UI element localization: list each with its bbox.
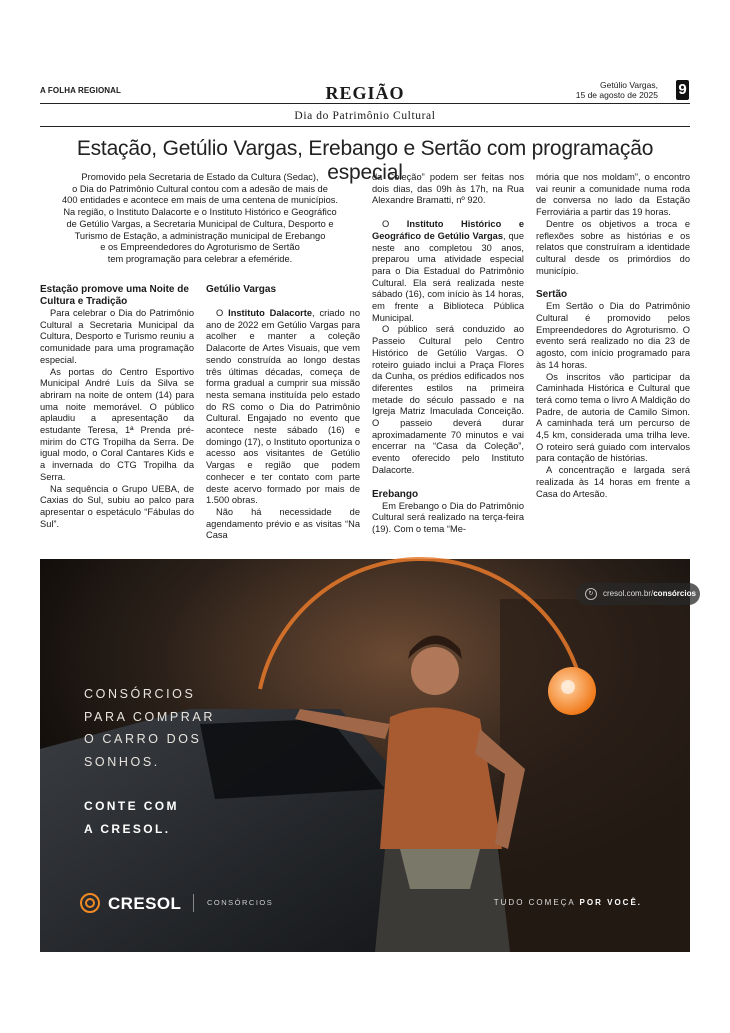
cresol-logo: CRESOL xyxy=(80,893,181,914)
paragraph: Dentre os objetivos a troca e reflexões sobre as histórias e os relatos que construíram a identidade cultural desde os primórdios do município. xyxy=(536,218,690,276)
intro-line: o Dia do Patrimônio Cultural contou com a adesão de mais de xyxy=(72,183,328,194)
instituto-historico-name: Instituto Histórico e Geográfico de Getúlio Vargas xyxy=(372,219,524,241)
getulio-vargas-heading: Getúlio Vargas xyxy=(206,284,277,295)
paragraph: Na sequência o Grupo UEBA, de Caxias do Sul, subiu ao palco para apresentar o espetáculo “Fábulas do Sul”. xyxy=(40,483,194,529)
column-four xyxy=(536,172,690,500)
header-city: Getúlio Vargas, xyxy=(600,80,658,90)
paragraph: O Instituto Histórico e Geográfico de Getúlio Vargas, que neste ano completou 30 anos, preparou uma atividade especial para o Dia Estadual do Patrimônio Cultural. Ela será realizada neste sábado (16), com início às 14 horas, em frente a Biblioteca Pública Municipal. xyxy=(372,219,524,323)
intro-line: Turismo de Estação, a administração municipal de Erebango xyxy=(74,230,326,241)
sertao-heading: Sertão xyxy=(536,289,568,301)
intro-line: 400 entidades e acontece em mais de uma centena de municípios. xyxy=(62,195,338,206)
intro-line: e os Empreendedores do Agroturismo de Sertão xyxy=(100,242,300,253)
article-headline: Estação, Getúlio Vargas, Erebango e Sertão com programação especial xyxy=(76,137,654,184)
paragraph: mória que nos moldam”, o encontro vai reunir a comunidade numa roda de conversa no lado da Estação Ferroviária a partir das 19 horas. xyxy=(536,172,690,218)
intro-line: tem programação para celebrar a efeméride. xyxy=(107,253,293,264)
intro-line: Promovido pela Secretaria de Estado da Cultura (Sedac), xyxy=(81,172,319,182)
paragraph: A concentração e largada será realizada às 14 horas em frente a Casa do Artesão. xyxy=(536,465,690,499)
link-icon: ↻ xyxy=(585,588,597,600)
header-date: 15 de agosto de 2025 xyxy=(575,90,658,100)
article-intro xyxy=(45,172,355,266)
cresol-advertisement[interactable] xyxy=(40,559,696,952)
logo-divider xyxy=(193,894,194,912)
column-estacao xyxy=(40,284,194,530)
paragraph: O público será conduzido ao Passeio Cultural pelo Centro Histórico de Getúlio Vargas. O roteiro guiado inclui a Praça Flores da Cunha, os prédios edificados nos diferentes estilos na primeira metade do século passado e na Igreja Matriz Imaculada Conceição. O passeio deverá durar aproximadamente 70 minutos e vai encerrar na “Casa da Coleção”, evento oferecido pelo Instituto Dalacorte. xyxy=(372,324,524,475)
intro-line: de Getúlio Vargas, a Secretaria Municipal de Cultura, Desporto e xyxy=(66,218,334,229)
paragraph: As portas do Centro Esportivo Municipal André Luís da Silva se abriram na noite de ontem (14) para uma noite memorável. O público aplaudiu a apresentação da estudante Teresa, 1ª Prenda pré-mirim do CTG Tropilha da Serra. De igual modo, o Coral Cantares Kids e a invernada do CTG Tropilha da Serra. xyxy=(40,366,194,482)
subtitle-rule xyxy=(40,126,690,127)
ad-url-pill[interactable]: ↻ cresol.com.br/consórcios xyxy=(576,583,700,605)
column-getulio-vargas xyxy=(206,284,360,542)
paragraph: Em Erebango o Dia do Patrimônio Cultural será realizado na terça-feira (19). Com o tema “Me- xyxy=(372,500,524,534)
newspaper-name: A FOLHA REGIONAL xyxy=(40,86,122,95)
header-rule xyxy=(40,103,690,104)
header-dateline xyxy=(576,80,658,100)
ad-slogan: TUDO COMEÇA POR VOCÊ. xyxy=(493,898,642,907)
paragraph: Não há necessidade de agendamento prévio e as visitas “Na Casa xyxy=(206,506,360,541)
cresol-logo-icon xyxy=(80,893,100,913)
estacao-heading: Estação promove uma Noite de Cultura e Tradição xyxy=(40,284,189,307)
paragraph: O Instituto Dalacorte, criado no ano de 2022 em Getúlio Vargas para acolher e manter a coleção Dalacorte de Artes Visuais, que vem sendo construída ao longo destas três últimas décadas, começa de forma gradual a cumprir sua missão nesta semana instituída pelo estado do RS como o Dia do Patrimônio Cultural. Engajado no evento que acontece neste sábado (16) e domingo (17), o Instituto oportuniza o acesso aos visitantes de Getúlio Vargas e região que podem conhecer e ter contato com parte deste acervo formado por mais de 1.500 obras. xyxy=(206,308,361,506)
section-title: REGIÃO xyxy=(325,83,405,103)
ad-call-to-action: CONTE COM A CRESOL. xyxy=(84,799,179,836)
column-three xyxy=(372,172,524,536)
intro-line: Na região, o Instituto Dalacorte e o Instituto Histórico e Geográfico xyxy=(63,207,337,218)
ad-product-label: CONSÓRCIOS xyxy=(207,898,274,907)
instituto-dalacorte-name: Instituto Dalacorte xyxy=(228,308,313,318)
paragraph: Os inscritos vão participar da Caminhada Histórica e Cultural que terá como tema o livro A Maldição do Padre, de autoria de Camilo Simon. A caminhada terá um percurso de 4,5 km, considerada uma trilha leve. O roteiro será guiado com intervalos para contação de histórias. xyxy=(536,371,690,464)
erebango-heading: Erebango xyxy=(372,488,419,500)
paragraph: Para celebrar o Dia do Patrimônio Cultural a Secretaria Municipal da Cultura, Desporto e Turismo reuniu a comunidade para uma programação especial. xyxy=(40,308,194,365)
section-subtitle: Dia do Patrimônio Cultural xyxy=(294,110,436,122)
ad-tagline: CONSÓRCIOS PARA COMPRAR O CARRO DOS SONHOS. xyxy=(84,687,215,769)
paragraph: da Coleção” podem ser feitas nos dois dias, das 09h às 17h, na Rua Alexandre Bramatti, nº 920. xyxy=(372,172,524,206)
paragraph: Em Sertão o Dia do Patrimônio Cultural é promovido pelos Empreendedores do Agroturismo. O evento será realizado no dia 23 de agosto, com início programado para às 14 horas. xyxy=(536,301,690,370)
page-number: 9 xyxy=(676,80,689,100)
